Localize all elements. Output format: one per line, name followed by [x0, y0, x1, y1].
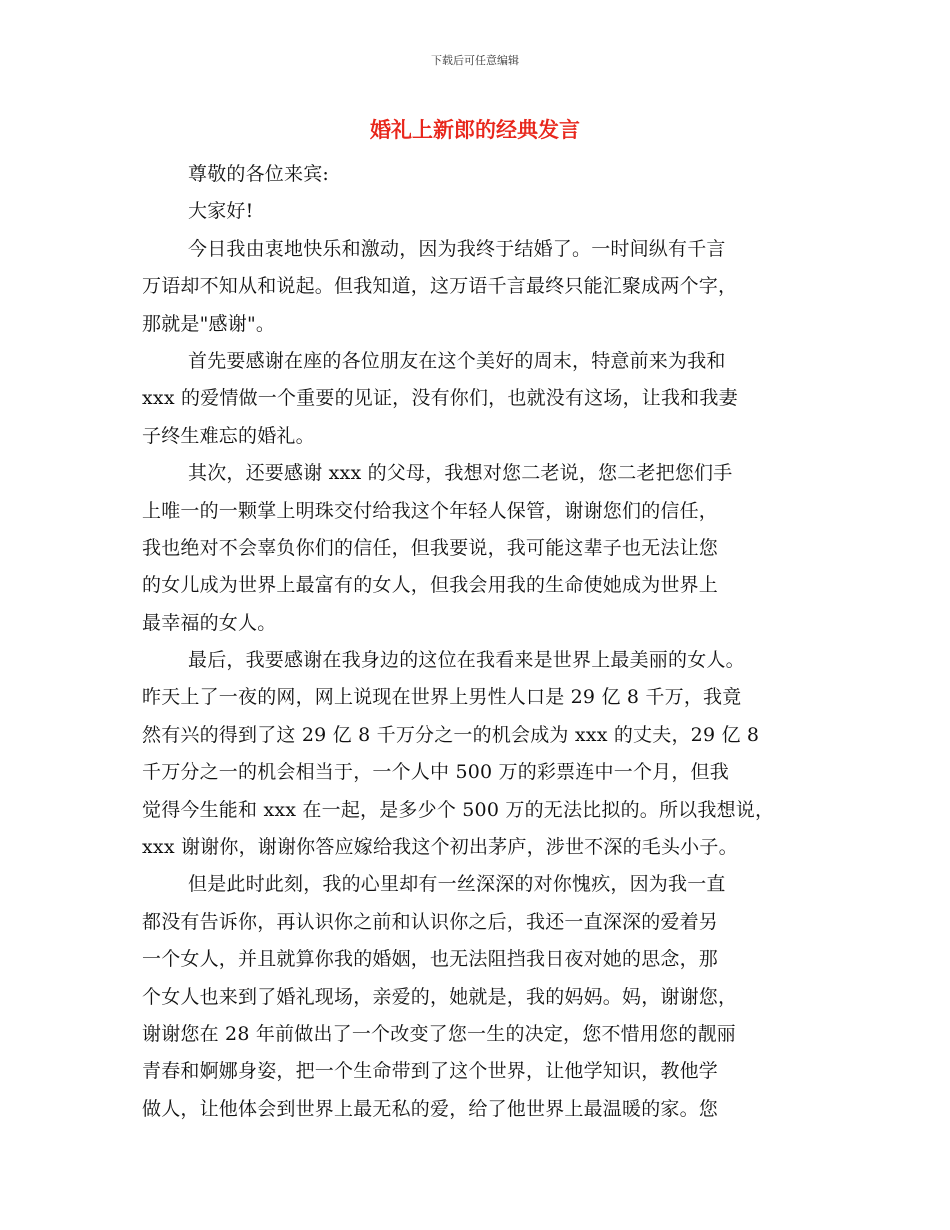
text-line: 千万分之一的机会相当于，一个人中 500 万的彩票连中一个月，但我	[142, 761, 729, 784]
text-line: 都没有告诉你，再认识你之前和认识你之后，我还一直深深的爱着另	[142, 910, 719, 933]
document-body	[142, 156, 818, 1128]
text-line: 我也绝对不会辜负你们的信任，但我要说，我可能这辈子也无法让您	[142, 536, 719, 559]
text-line: 大家好!	[188, 200, 254, 223]
text-line: 然有兴的得到了这 29 亿 8 千万分之一的机会成为 xxx 的丈夫，29 亿 8	[142, 723, 760, 746]
text-line: 觉得今生能和 xxx 在一起，是多少个 500 万的无法比拟的。所以我想说，	[142, 798, 775, 821]
text-line: 最后，我要感谢在我身边的这位在我看来是世界上最美丽的女人。	[188, 649, 745, 672]
text-line: 首先要感谢在座的各位朋友在这个美好的周末，特意前来为我和	[188, 349, 726, 372]
document-title: 婚礼上新郎的经典发言	[370, 118, 580, 142]
text-line: 上唯一的一颗掌上明珠交付给我这个年轻人保管，谢谢您们的信任，	[142, 499, 719, 522]
header-note: 下载后可任意编辑	[431, 54, 519, 67]
text-line: 那就是"感谢"。	[142, 312, 276, 335]
text-line: 做人，让他体会到世界上最无私的爱，给了他世界上最温暖的家。您	[142, 1097, 719, 1120]
text-line: 最幸福的女人。	[142, 611, 277, 634]
text-line: 今日我由衷地快乐和激动，因为我终于结婚了。一时间纵有千言	[188, 237, 726, 260]
text-line: 尊敬的各位来宾:	[188, 163, 330, 185]
text-line: xxx 谢谢你，谢谢你答应嫁给我这个初出茅庐，涉世不深的毛头小子。	[142, 836, 738, 859]
text-line: 青春和婀娜身姿，把一个生命带到了这个世界，让他学知识，教他学	[142, 1060, 719, 1083]
text-line: 其次，还要感谢 xxx 的父母，我想对您二老说，您二老把您们手	[188, 462, 733, 485]
text-line: 一个女人，并且就算你我的婚姻，也无法阻挡我日夜对她的思念，那	[142, 948, 719, 971]
text-line: 但是此时此刻，我的心里却有一丝深深的对你愧疚，因为我一直	[188, 873, 726, 896]
text-line: 昨天上了一夜的网，网上说现在世界上男性人口是 29 亿 8 千万，我竟	[142, 686, 742, 709]
text-line: 的女儿成为世界上最富有的女人，但我会用我的生命使她成为世界上	[142, 574, 719, 597]
text-line: 万语却不知从和说起。但我知道，这万语千言最终只能汇聚成两个字，	[142, 275, 738, 298]
text-line: xxx 的爱情做一个重要的见证，没有你们，也就没有这场，让我和我妻	[142, 387, 738, 410]
text-line: 谢谢您在 28 年前做出了一个改变了您一生的决定，您不惜用您的靓丽	[142, 1022, 736, 1045]
text-line: 个女人也来到了婚礼现场，亲爱的，她就是，我的妈妈。妈，谢谢您，	[142, 985, 738, 1008]
text-line: 子终生难忘的婚礼。	[142, 424, 315, 447]
